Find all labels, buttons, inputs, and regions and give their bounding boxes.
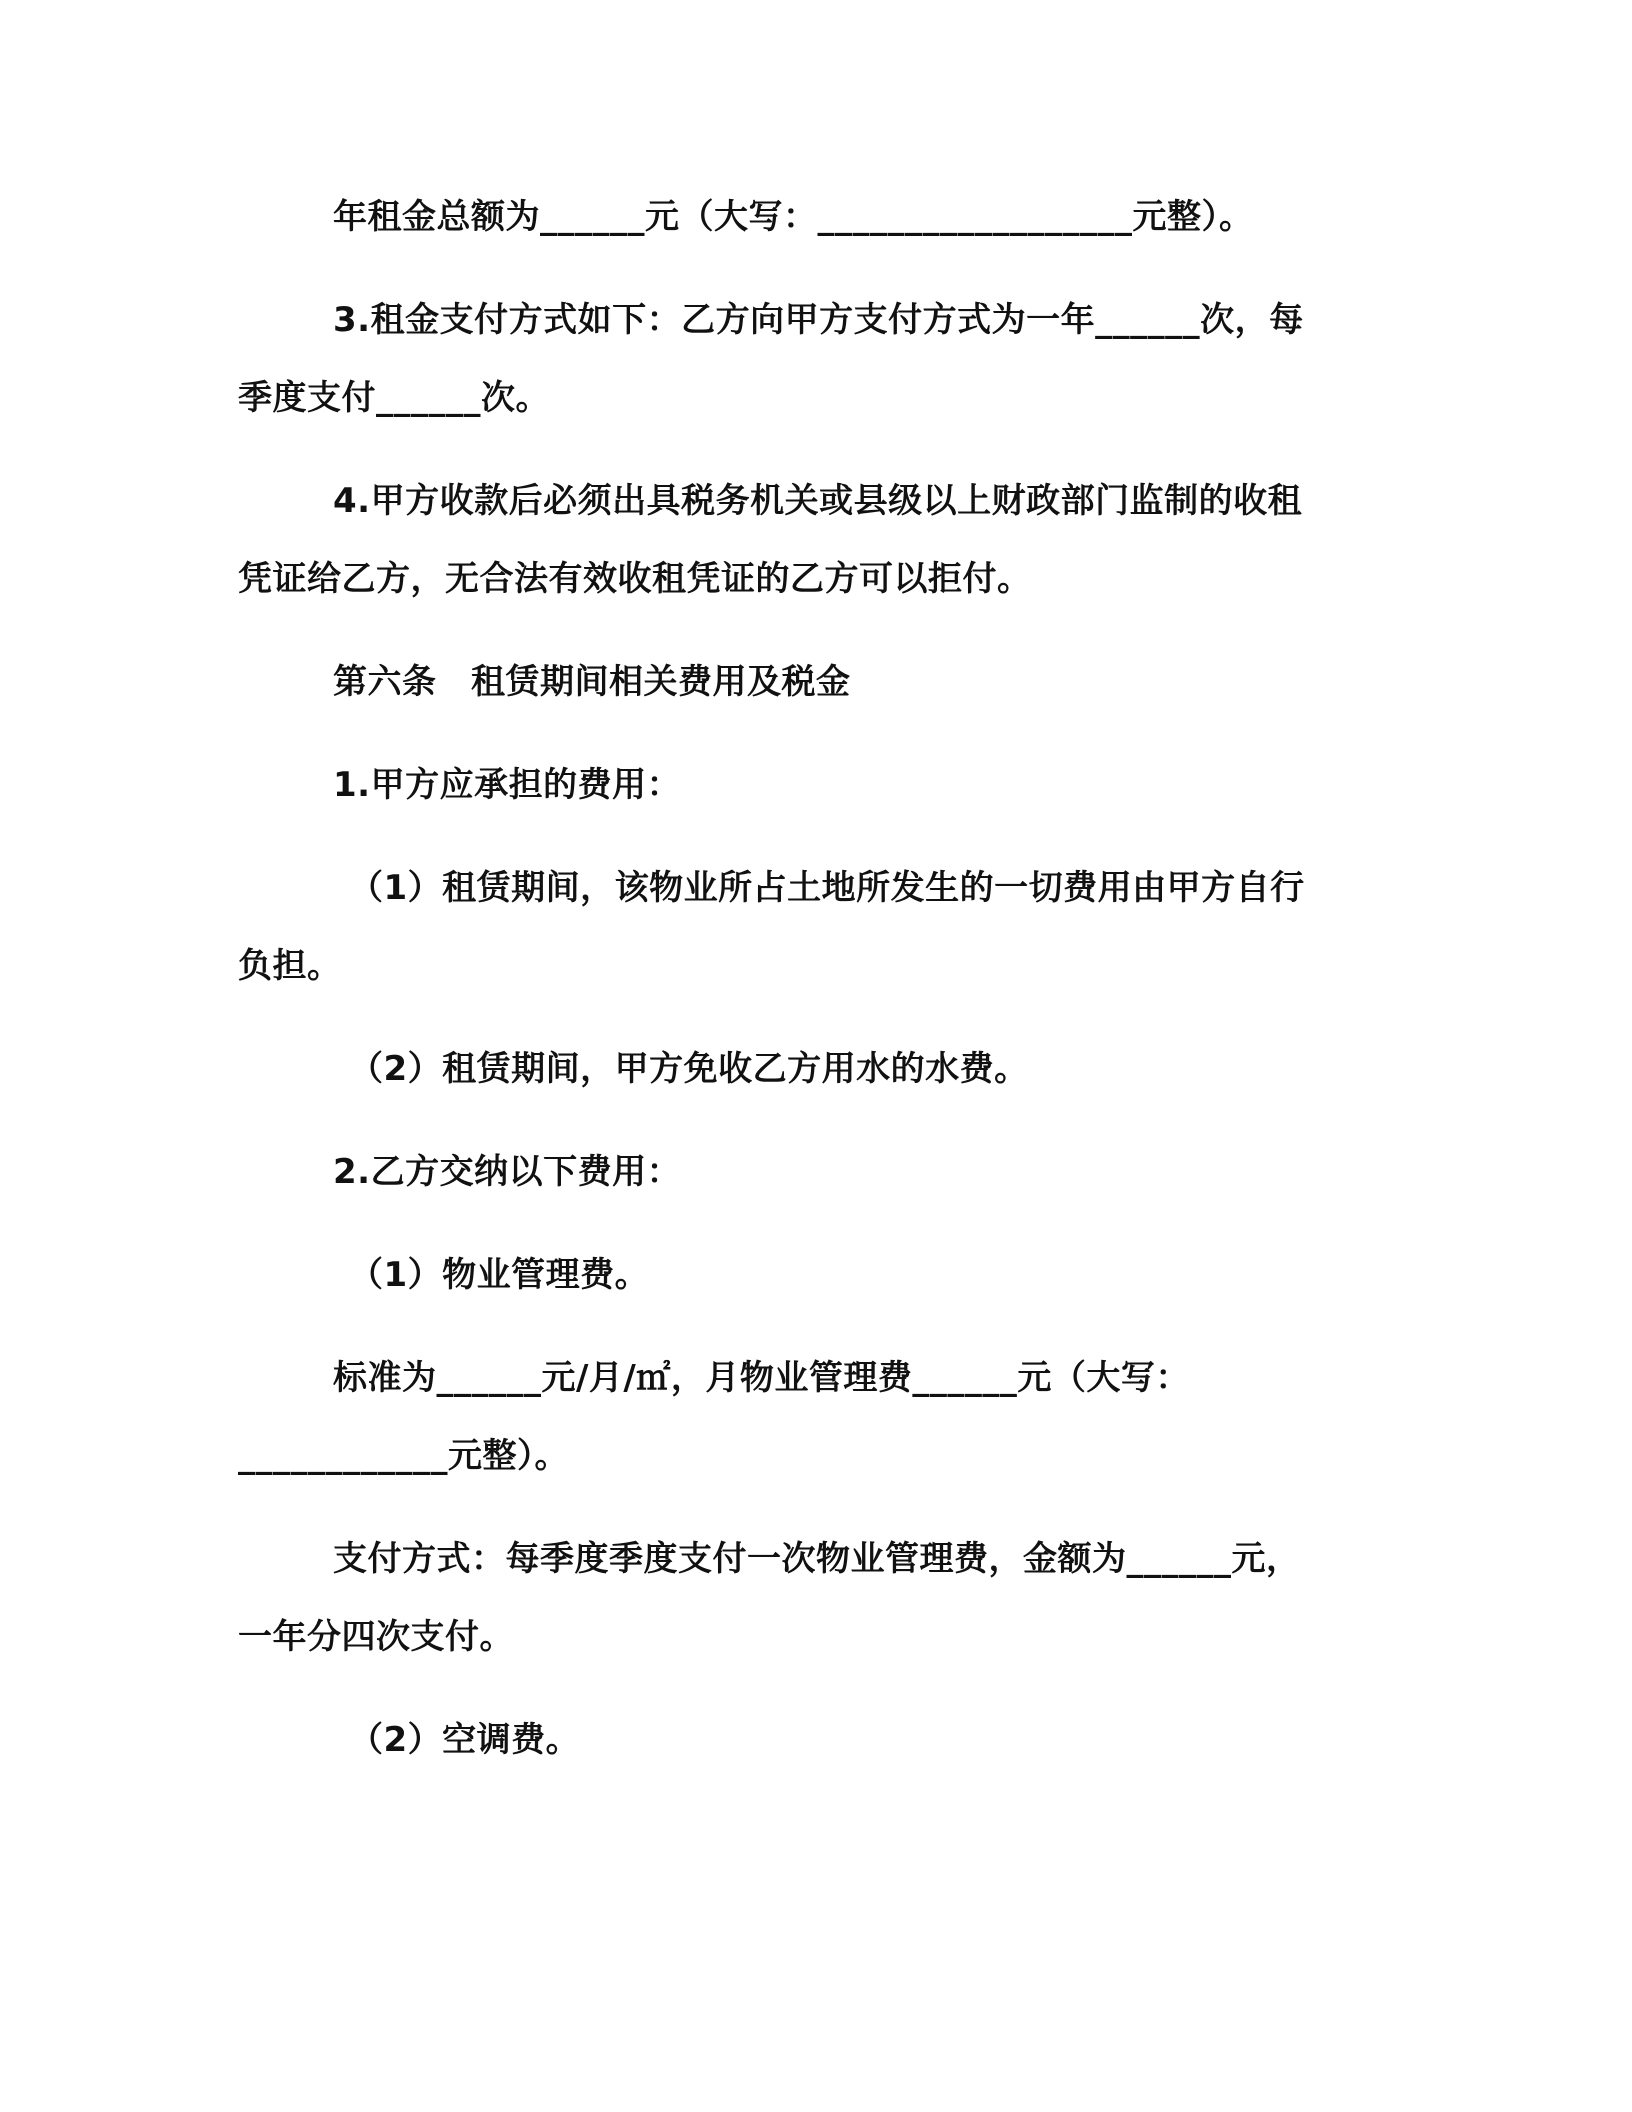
list-item-air-conditioning-fee: （2）空调费。 [349,1720,581,1760]
paragraph-rent-payment-method-line1: 3.租金支付方式如下：乙方向甲方支付方式为一年______次，每 [333,300,1304,340]
paragraph-annual-rent-total: 年租金总额为______元（大写：__________________元整）。 [333,197,1254,237]
list-item-property-management-fee: （1）物业管理费。 [349,1255,650,1295]
paragraph-rent-payment-method-line2: 季度支付______次。 [238,378,550,418]
list-item-land-fees-line1: （1）租赁期间，该物业所占土地所发生的一切费用由甲方自行 [349,868,1305,908]
paragraph-fee-payment-method-line1: 支付方式：每季度季度支付一次物业管理费，金额为______元， [333,1539,1301,1579]
paragraph-party-a-fees: 1.甲方应承担的费用： [333,765,682,805]
list-item-water-fee: （2）租赁期间，甲方免收乙方用水的水费。 [349,1049,1029,1089]
paragraph-fee-standard-line1: 标准为______元/月/㎡，月物业管理费______元（大写： [333,1358,1190,1398]
paragraph-fee-payment-method-line2: 一年分四次支付。 [238,1617,514,1657]
section-heading-article-six: 第六条 租赁期间相关费用及税金 [333,662,851,702]
paragraph-receipt-requirement-line2: 凭证给乙方，无合法有效收租凭证的乙方可以拒付。 [238,559,1032,599]
paragraph-fee-standard-line2: ____________元整）。 [238,1436,569,1476]
list-item-land-fees-line2: 负担。 [238,946,342,986]
paragraph-party-b-fees: 2.乙方交纳以下费用： [333,1152,682,1192]
paragraph-receipt-requirement-line1: 4.甲方收款后必须出具税务机关或县级以上财政部门监制的收租 [333,481,1303,521]
